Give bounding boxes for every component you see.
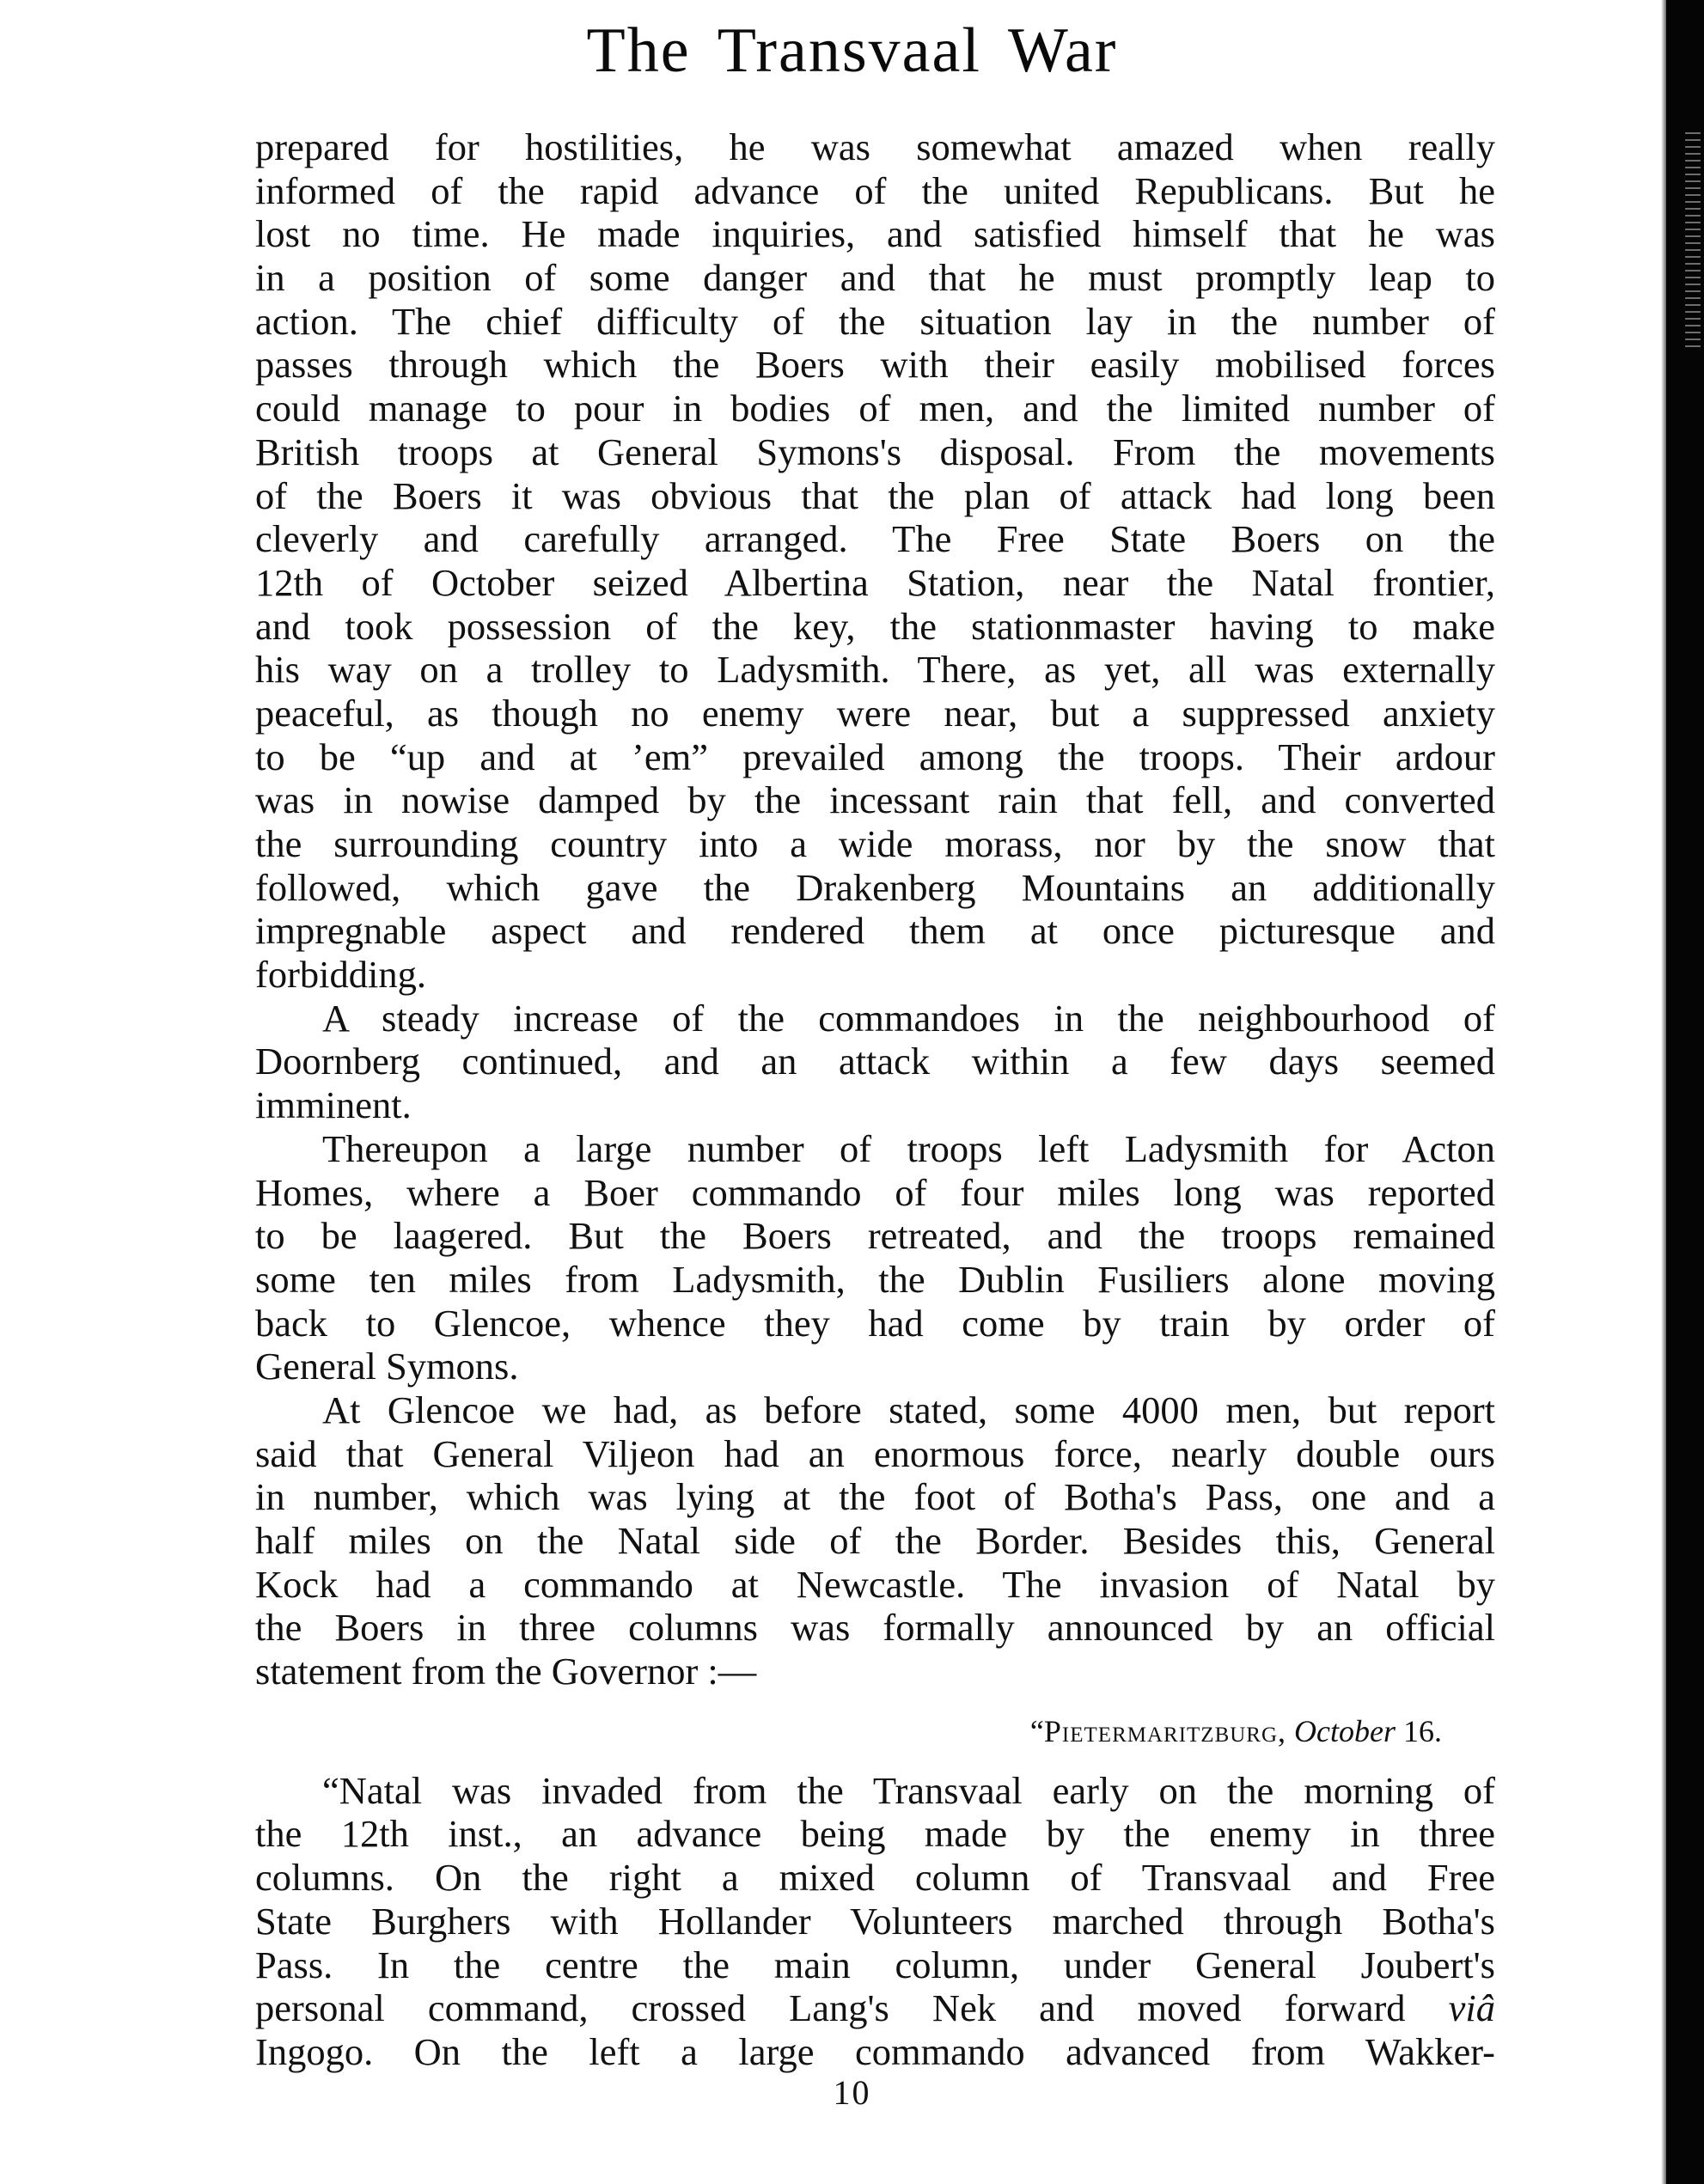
text-line: Thereupon a large number of troops left Ladysmith for Acton [322, 1126, 1495, 1170]
text-line: Homes, where a Boer commando of four miles long was reported [255, 1170, 1495, 1214]
text-line: and took possession of the key, the stationmaster having to make [255, 604, 1495, 648]
text-line: cleverly and carefully arranged. The Free State Boers on the [255, 517, 1495, 561]
dateline-open-quote: “ [1029, 1713, 1044, 1748]
text-line: prepared for hostilities, he was somewhat amazed when really [255, 125, 1495, 168]
text-line: was in nowise damped by the incessant rain that fell, and converted [255, 778, 1495, 822]
dateline-place: Pietermaritzburg, [1043, 1713, 1287, 1748]
italic-word: viâ [1448, 1986, 1496, 2030]
text-line: forbidding. [255, 953, 426, 997]
text-line: to be “up and at ’em” prevailed among the troops. Their ardour [255, 735, 1495, 778]
text-line: 12th of October seized Albertina Station, near the Natal frontier, [255, 560, 1495, 604]
text-line: could manage to pour in bodies of men, and the limited number of [255, 387, 1495, 430]
text-line: lost no time. He made inquiries, and satisfied himself that he was [255, 212, 1495, 256]
text-line-with-italic [255, 1986, 1495, 2030]
text-line: columns. On the right a mixed column of Transvaal and Free [255, 1856, 1495, 1900]
text-line: the 12th inst., an advance being made by the enemy in three [255, 1812, 1495, 1856]
dateline-day: 16. [1403, 1713, 1442, 1748]
text-line: Pass. In the centre the main column, under General Joubert's [255, 1943, 1495, 1986]
scan-noise [1685, 129, 1701, 352]
text-line: the Boers in three columns was formally announced by an official [255, 1606, 1495, 1650]
text-line: imminent. [255, 1083, 412, 1127]
text-line: General Symons. [255, 1345, 519, 1388]
text-line: followed, which gave the Drakenberg Mountains an additionally [255, 865, 1495, 909]
dateline-month: October [1294, 1713, 1396, 1748]
text-line-main: personal command, crossed Lang's Nek and moved forward [255, 1986, 1406, 2030]
text-line: State Burghers with Hollander Volunteers marched through Botha's [255, 1899, 1495, 1943]
text-line: said that General Viljeon had an enormous force, nearly double ours [255, 1431, 1495, 1475]
paragraph [255, 125, 1495, 997]
paragraph [255, 997, 1495, 1127]
text-line: Kock had a commando at Newcastle. The invasion of Natal by [255, 1562, 1495, 1606]
text-line: to be laagered. But the Boers retreated, and the troops remained [255, 1214, 1495, 1258]
text-line: of the Boers it was obvious that the plan of attack had long been [255, 473, 1495, 517]
text-line: some ten miles from Ladysmith, the Dublin Fusiliers alone moving [255, 1257, 1495, 1301]
text-line: in number, which was lying at the foot of Botha's Pass, one and a [255, 1475, 1495, 1519]
text-line: British troops at General Symons's disposal. From the movements [255, 430, 1495, 473]
paragraph [255, 1388, 1495, 1693]
text-line: passes through which the Boers with their easily mobilised forces [255, 343, 1495, 387]
body-text [255, 125, 1495, 2074]
text-line: the surrounding country into a wide morass, nor by the snow that [255, 822, 1495, 865]
text-line: his way on a trolley to Ladysmith. There, as yet, all was externally [255, 648, 1495, 692]
quoted-statement [255, 1769, 1495, 2074]
text-line: action. The chief difficulty of the situation lay in the number of [255, 299, 1495, 343]
text-line: statement from the Governor :— [255, 1650, 757, 1693]
text-line: informed of the rapid advance of the united Republicans. But he [255, 168, 1495, 212]
text-line: At Glencoe we had, as before stated, some 4000 men, but report [322, 1388, 1495, 1431]
text-line: Doornberg continued, and an attack within a few days seemed [255, 1040, 1495, 1083]
dateline [255, 1693, 1495, 1769]
text-line: back to Glencoe, whence they had come by train by order of [255, 1301, 1495, 1345]
text-line: half miles on the Natal side of the Border. Besides this, General [255, 1519, 1495, 1562]
page-number: 10 [833, 2073, 871, 2112]
text-line: A steady increase of the commandoes in the neighbourhood of [322, 996, 1495, 1040]
page-title: The Transvaal War [586, 15, 1118, 86]
text-line: Ingogo. On the left a large commando advanced from Wakker- [255, 2029, 1495, 2073]
text-line: “Natal was invaded from the Transvaal early on the morning of [322, 1768, 1495, 1812]
text-line: peaceful, as though no enemy were near, but a suppressed anxiety [255, 691, 1495, 735]
text-line: in a position of some danger and that he must promptly leap to [255, 256, 1495, 300]
paragraph [255, 1127, 1495, 1388]
text-line: impregnable aspect and rendered them at once picturesque and [255, 909, 1495, 953]
